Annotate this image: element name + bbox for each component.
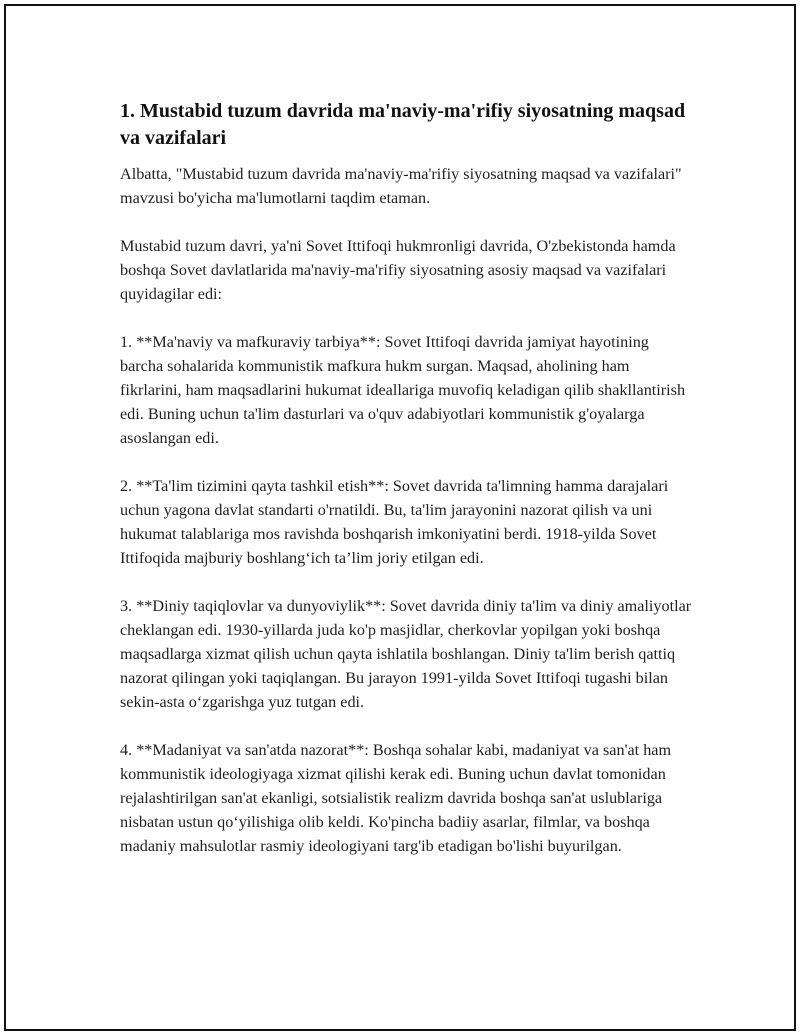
document-page — [4, 4, 796, 1031]
point-3-paragraph: 3. **Diniy taqiqlovlar va dunyoviylik**: Sovet davrida diniy ta'lim va diniy amaliyotlar cheklangan edi. 1930-yillarda juda ko'p masjidlar, cherkovlar yopilgan yoki boshqa maqsadlarga xizmat qilish uchun qayta ishlatila boshlangan. Diniy ta'lim berish qattiq nazorat qilingan yoki taqiqlangan. Bu jarayon 1991-yilda Sovet Ittifoqi tugashi bilan sekin-asta o‘zgarishga yuz tutgan edi. — [120, 597, 692, 711]
point-4-paragraph: 4. **Madaniyat va san'atda nazorat**: Boshqa sohalar kabi, madaniyat va san'at ham kommunistik ideologiyaga xizmat qilishi kerak edi. Buning uchun davlat tomonidan rejalashtirilgan san'at ekanligi, sotsialistik realizm davrida boshqa san'at uslublariga nisbatan ustun qo‘yilishiga olib keldi. Ko'pincha badiiy asarlar, filmlar, va boshqa madaniy mahsulotlar rasmiy ideologiyani targ'ib etadigan bo'lishi buyurilgan. — [120, 741, 672, 855]
point-1-paragraph: 1. **Ma'naviy va mafkuraviy tarbiya**: Sovet Ittifoqi davrida jamiyat hayotining barcha sohalarida kommunistik mafkura hukm surgan. Maqsad, aholining ham fikrlarini, ham maqsadlarini hukumat ideallariga muvofiq keladigan qilib shakllantirish edi. Buning uchun ta'lim dasturlari va o'quv adabiyotlari kommunistik g'oyalarga asoslangan edi. — [120, 333, 686, 447]
intro-paragraph: Albatta, "Mustabid tuzum davrida ma'naviy-ma'rifiy siyosatning maqsad va vazifalari" mavzusi bo'yicha ma'lumotlarni taqdim etaman. — [120, 165, 682, 207]
document-body — [120, 98, 692, 882]
document-title: 1. Mustabid tuzum davrida ma'naviy-ma'rifiy siyosatning maqsad va vazifalari — [120, 100, 686, 149]
point-2-paragraph: 2. **Ta'lim tizimini qayta tashkil etish**: Sovet davrida ta'limning hamma darajalari uchun yagona davlat standarti o'rnatildi. Bu, ta'lim jarayonini nazorat qilish va uni hukumat talablariga mos ravishda boshqarish imkoniyatini berdi. 1918-yilda Sovet Ittifoqida majburiy boshlang‘ich ta’lim joriy etilgan edi. — [120, 477, 669, 567]
context-paragraph: Mustabid tuzum davri, ya'ni Sovet Ittifoqi hukmronligi davrida, O'zbekistonda hamda boshqa Sovet davlatlarida ma'naviy-ma'rifiy siyosatning asosiy maqsad va vazifalari quyidagilar edi: — [120, 237, 676, 303]
